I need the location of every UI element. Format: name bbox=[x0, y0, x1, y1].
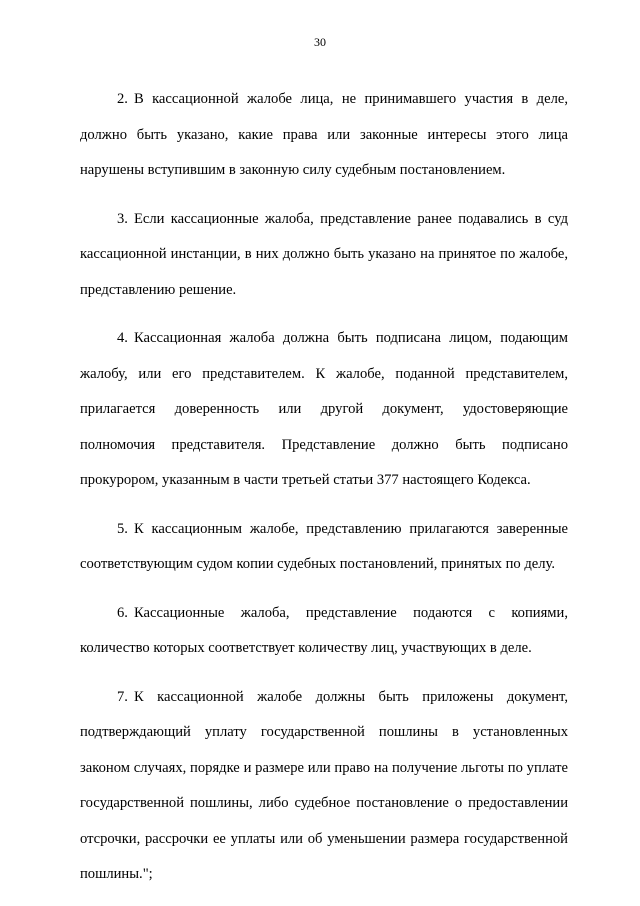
paragraph-text: Если кассационные жалоба, представление ранее подавались в суд кассационной инстанции, в них должно быть указано на принятое по жалобе, представлению решение. bbox=[80, 210, 568, 298]
paragraph-number: 4. bbox=[117, 330, 128, 346]
paragraph-6 bbox=[80, 596, 568, 667]
paragraph-text: Кассационные жалоба, представление подаются с копиями, количество которых соответствует количеству лиц, участвующих в деле. bbox=[80, 604, 568, 656]
paragraph-3 bbox=[80, 202, 568, 309]
paragraph-text: В кассационной жалобе лица, не принимавшего участия в деле, должно быть указано, какие права или законные интересы этого лица нарушены вступившим в законную силу судебным постановлением. bbox=[80, 91, 568, 178]
paragraph-text: К кассационным жалобе, представлению прилагаются заверенные соответствующим судом копии судебных постановлений, принятых по делу. bbox=[80, 520, 568, 572]
paragraph-4 bbox=[80, 321, 568, 499]
paragraph-text: Кассационная жалоба должна быть подписана лицом, подающим жалобу, или его представителем. К жалобе, поданной представителем, прилагается доверенность или другой документ, удостоверяющие полномочия представителя. Представление должно быть подписано прокурором, указанным в части третьей статьи 377 настоящего Кодекса. bbox=[80, 330, 568, 488]
paragraph-2 bbox=[80, 82, 568, 189]
page-number: 30 bbox=[314, 35, 326, 49]
paragraph-number: 5. bbox=[117, 520, 128, 537]
paragraph-7 bbox=[80, 680, 568, 893]
paragraph-number: 6. bbox=[117, 604, 128, 621]
paragraph-number: 2. bbox=[117, 91, 128, 107]
paragraph-number: 3. bbox=[117, 210, 128, 227]
document-body bbox=[80, 82, 568, 906]
paragraph-text: К кассационной жалобе должны быть приложены документ, подтверждающий уплату государственной пошлины в установленных законом случаях, порядке и размере или право на получение льготы по уплате государственной пошлины, либо судебное постановление о предоставлении отсрочки, рассрочки ее уплаты или об уменьшении размера государственной пошлины."; bbox=[80, 688, 568, 882]
paragraph-number: 7. bbox=[117, 688, 128, 705]
paragraph-5 bbox=[80, 512, 568, 583]
